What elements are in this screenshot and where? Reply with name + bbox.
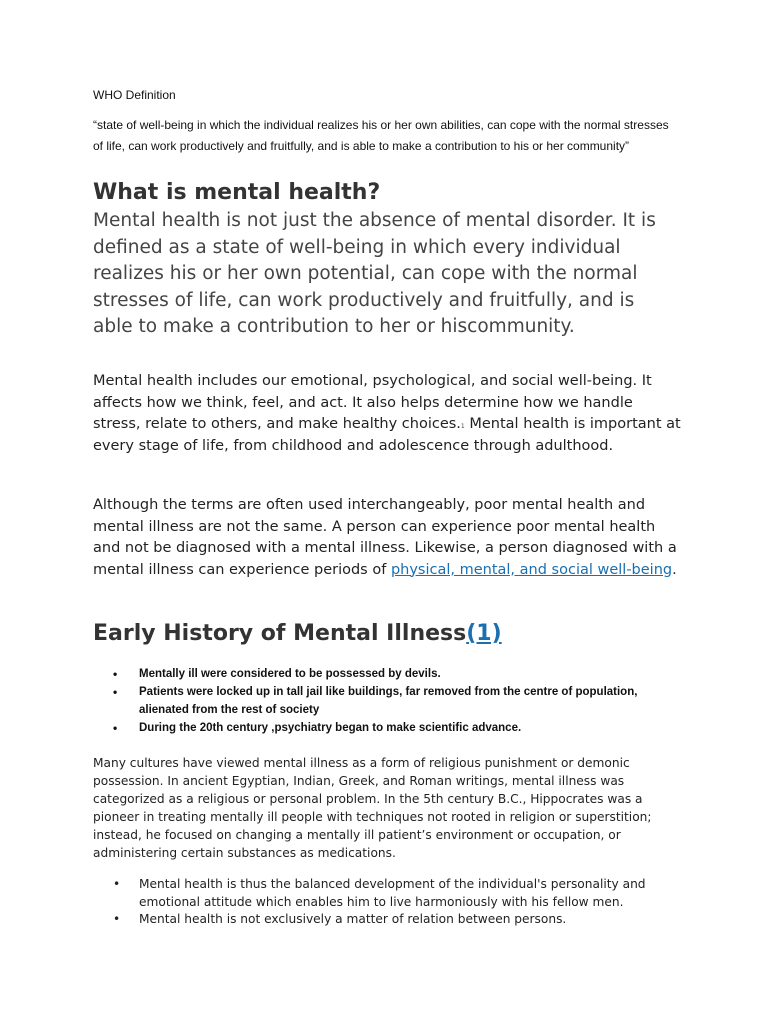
bullet-icon: • [113,685,118,699]
bullet-icon: • [113,912,121,926]
list-item [113,876,673,911]
who-definition-quote: “state of well-being in which the individual realizes his or her own abilities, can cope with the normal stresses of life, can work productively and fruitfully, and is able to make a contribution to his or her community” [93,118,669,153]
list-item-text: Mental health is not exclusively a matter of relation between persons. [139,912,567,926]
mental-health-lead: Mental health is not just the absence of mental disorder. It is defined as a state of well-being in which every individual realizes his or her own potential, can cope with the normal stresses of life, can work productively and fruitfully, and is able to make a contribution to her or hiscommunity. [93,210,656,337]
list-item-text: Patients were locked up in tall jail like buildings, far removed from the centre of population, alienated from the rest of society [139,686,638,716]
list-item [113,719,683,737]
early-history-title [93,621,502,646]
list-item [113,665,683,683]
list-item [113,911,673,929]
bullet-icon: • [113,721,118,735]
paragraph-1-text-a: Mental health includes our emotional, psychological, and social well-being. It affects how we think, feel, and act. It also helps determine how we handle stress, relate to others, and make healthy choices. [93,373,652,432]
paragraph-2-end: . [672,561,677,578]
mental-health-paragraph-1 [93,371,683,457]
wellbeing-link[interactable]: physical, mental, and social well-being [390,561,673,578]
footnote-marker: 1 [460,423,465,430]
paragraph-2-text: Although the terms are often used interchangeably, poor mental health and mental illness are not the same. A person can experience poor mental health and not be diagnosed with a mental illness. Likewise, a person diagnosed with a mental illness can experience periods of [93,497,677,578]
history-paragraph: Many cultures have viewed mental illness as a form of religious punishment or demonic possession. In ancient Egyptian, Indian, Greek, and Roman writings, mental illness was categorized as a religious or personal problem. In the 5th century B.C., Hippocrates was a pioneer in treating mentally ill people with techniques not rooted in religion or superstition; instead, he focused on changing a mentally ill patient’s environment or occupation, or administering certain substances as medications. [93,756,652,860]
mental-health-title: What is mental health? [93,180,381,205]
list-item-text: Mental health is thus the balanced development of the individual's personality and emotional attitude which enables him to live harmoniously with his fellow men. [139,877,646,909]
bullet-icon: • [113,877,121,891]
list-item-text: Mentally ill were considered to be possessed by devils. [139,668,441,680]
list-item [113,683,683,719]
early-history-title-text: Early History of Mental Illness [93,621,467,646]
who-definition-heading: WHO Definition [93,88,176,102]
bullet-icon: • [113,667,118,681]
list-item-text: During the 20th century ,psychiatry began to make scientific advance. [139,722,522,734]
history-bullet-list [113,665,683,737]
mental-health-bullet-list [113,876,673,929]
paragraph-1-text-b: Mental health is important at every stage of life, from childhood and adolescence through adulthood. [93,416,681,454]
reference-link[interactable]: (1) [466,621,502,646]
mental-health-paragraph-2 [93,495,683,581]
